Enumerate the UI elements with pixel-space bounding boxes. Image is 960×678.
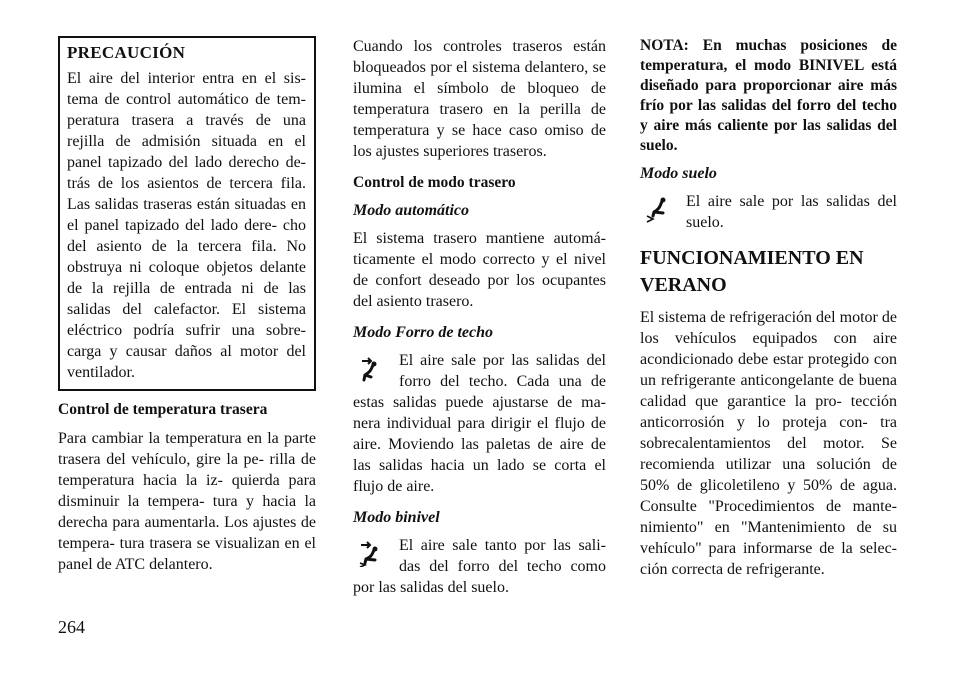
rear-lock-paragraph: Cuando los controles traseros están bloqueados por el sistema delantero, se ilumina el símbolo de bloqueo de temperatura trasero en la perilla de temperatura y se hace caso omiso de los ajustes superiores traseros. (353, 38, 606, 160)
column-middle (353, 36, 606, 598)
floor-mode-icon (640, 191, 686, 231)
binivel-mode-title: Modo binivel (353, 509, 440, 526)
note-paragraph: NOTA: En muchas posiciones de temperatura, el modo BINIVEL está diseñado para proporcionar aire más frío por las salidas del forro del techo y aire más caliente por las salidas del suelo. (640, 37, 897, 154)
floor-mode-title: Modo suelo (640, 165, 717, 182)
auto-mode-title: Modo automático (353, 202, 470, 219)
summer-section-text: El sistema de refrigeración del motor de los vehículos equipados con aire acondicionado debe estar protegido con un refrigerante anticongelante de buena calidad que garantice la pro- tección anticorrosión y lo proteja con- tra sobrecalentamientos del motor. Se recomienda utilizar una solución de 50% de glicoletileno y 50% de agua. Consulte "Procedimientos de mante- nimiento" en "Mantenimiento de su vehículo" para informarse de la selec- ción correcta de refrigerante. (640, 309, 897, 578)
binivel-mode-text: El aire sale tanto por las sali- das del forro del techo como por las salidas del suelo. (353, 537, 606, 596)
rear-temp-heading: Control de temperatura trasera (58, 401, 268, 418)
caution-box (58, 36, 316, 391)
roof-mode-block (353, 350, 606, 497)
binivel-mode-block (353, 535, 606, 598)
page-number: 264 (58, 617, 85, 637)
floor-mode-text: El aire sale por las salidas del suelo. (686, 193, 897, 231)
column-right (640, 36, 897, 580)
rear-mode-heading: Control de modo trasero (353, 174, 516, 191)
rear-temp-paragraph: Para cambiar la temperatura en la parte trasera del vehículo, gire la pe- rilla de temperatura hacia la iz- quierda para disminuir la tempera- tura y hacia la derecha para aumentarla. Los ajustes de tempera- tura trasera se visualizan en el panel de ATC delantero. (58, 430, 316, 573)
roof-mode-title: Modo Forro de techo (353, 324, 493, 341)
auto-mode-text: El sistema trasero mantiene automá- ticamente el modo correcto y el nivel de confort deseado por los ocupantes del asiento trasero. (353, 230, 606, 310)
column-left (58, 36, 316, 575)
floor-mode-block (640, 191, 897, 233)
bilevel-mode-icon (353, 535, 399, 575)
roof-mode-text: El aire sale por las salidas del forro del techo. Cada una de estas salidas puede ajustarse de ma- nera individual para dirigir el flujo de aire. Moviendo las paletas de aire de las salidas hacia un lado se corta el flujo de aire. (353, 352, 606, 495)
caution-text: El aire del interior entra en el sis- tema de control automático de tem- peratura trasera a través de una rejilla de admisión situada en el panel tapizado del lado derecho de- trás de los asientos de tercera fila. Las salidas traseras están situadas en el panel tapizado del lado dere- cho del asiento de la tercera fila. No obstruya ni coloque objetos delante de la rejilla de entrada ni de las salidas del calefactor. El sistema eléctrico podría sufrir una sobre- carga y causar daños al motor del ventilador. (67, 70, 306, 381)
summer-section-title: FUNCIONAMIENTO EN VERANO (640, 247, 864, 296)
roof-vent-mode-icon (353, 350, 399, 390)
caution-title: PRECAUCIÓN (67, 43, 186, 62)
